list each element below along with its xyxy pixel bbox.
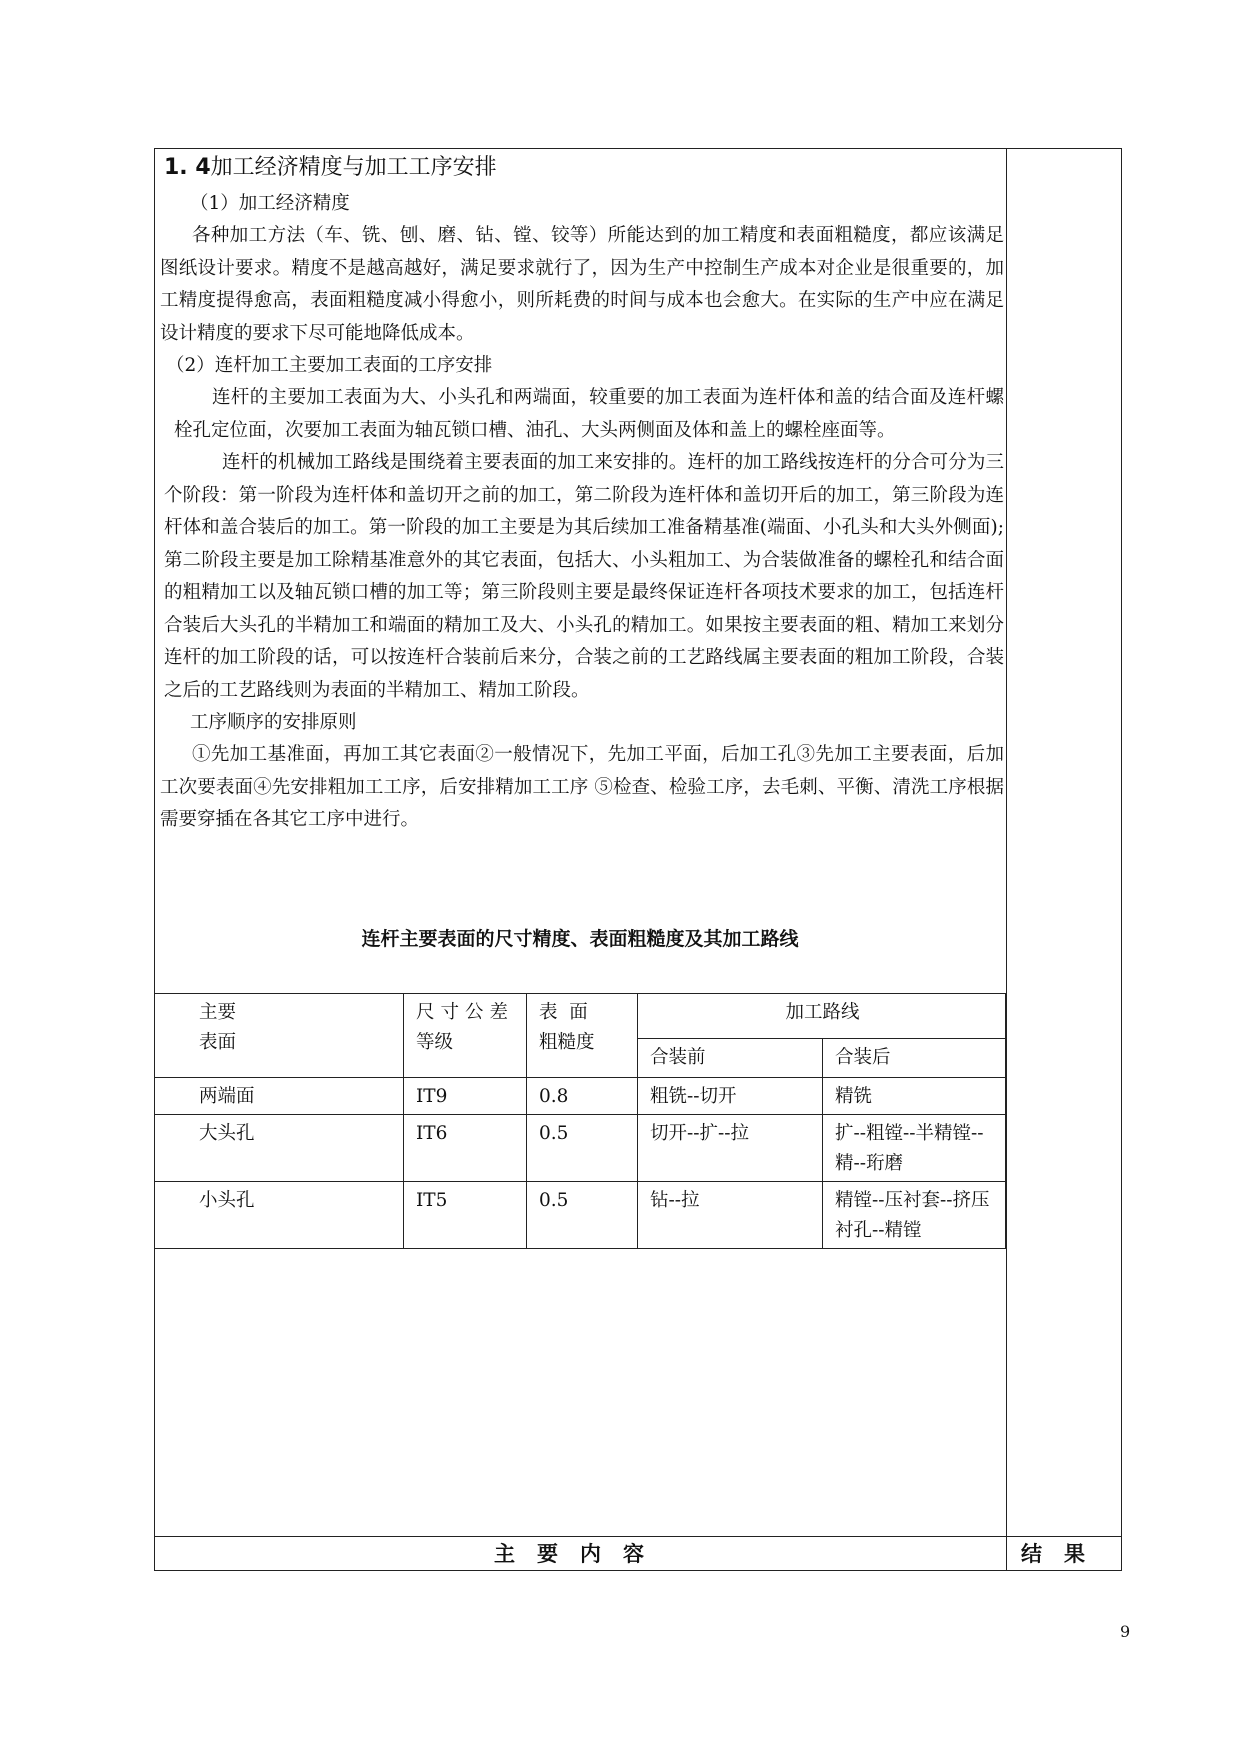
result-column-divider [1006, 148, 1007, 1571]
table-row [155, 1115, 1006, 1182]
header-route: 加工路线 [638, 994, 1006, 1039]
part2-heading: （2）连杆加工主要加工表面的工序安排 [166, 355, 493, 376]
table-row [155, 1182, 1006, 1249]
page-number: 9 [1120, 1622, 1131, 1641]
part1-paragraph: 各种加工方法（车、铣、刨、磨、钻、镗、铰等）所能达到的加工精度和表面粗糙度，都应该满足图纸设计要求。精度不是越高越好，满足要求就行了，因为生产中控制生产成本对企业是很重要的，加工精度提得愈高，表面粗糙度减小得愈小，则所耗费的时间与成本也会愈大。在实际的生产中应在满足设计精度的要求下尽可能地降低成本。 [160, 225, 1004, 344]
cell-grade: IT6 [404, 1115, 527, 1182]
cell-surface: 小头孔 [155, 1182, 404, 1249]
cell-surface: 两端面 [155, 1078, 404, 1115]
main-content [160, 150, 1004, 837]
cell-roughness: 0.5 [527, 1115, 638, 1182]
part2-paragraph-2: 连杆的机械加工路线是围绕着主要表面的加工来安排的。连杆的加工路线按连杆的分合可分为三个阶段：第一阶段为连杆体和盖切开之前的加工，第二阶段为连杆体和盖切开后的加工，第三阶段为连杆体和盖合装后的加工。第一阶段的加工主要是为其后续加工准备精基准(端面、小孔头和大头外侧面);第二阶段主要是加工除精基准意外的其它表面，包括大、小头粗加工、为合装做准备的螺栓孔和结合面的粗精加工以及轴瓦锁口槽的加工等；第三阶段则主要是最终保证连杆各项技术要求的加工，包括连杆合装后大头孔的半精加工和端面的精加工及大、小头孔的精加工。如果按主要表面的粗、精加工来划分连杆的加工阶段的话，可以按连杆合装前后来分，合装之前的工艺路线属主要表面的粗加工阶段，合装之后的工艺路线则为表面的半精加工、精加工阶段。 [164, 452, 1004, 701]
cell-after: 精铣 [823, 1078, 1006, 1115]
table-row [155, 1078, 1006, 1115]
table-caption: 连杆主要表面的尺寸精度、表面粗糙度及其加工路线 [361, 928, 799, 950]
cell-after: 精镗--压衬套--挤压衬孔--精镗 [823, 1182, 1006, 1249]
principles-paragraph: ①先加工基准面，再加工其它表面②一般情况下，先加工平面，后加工孔③先加工主要表面，后加工次要表面④先安排粗加工工序，后安排精加工工序 ⑤检查、检验工序，去毛刺、平衡、清洗工序根据需要穿插在各其它工序中进行。 [160, 744, 1004, 830]
footer-result-label: 结果 [1021, 1542, 1107, 1566]
section-number: 1. 4 [164, 155, 211, 180]
machining-routes-table [154, 993, 1006, 1249]
principles-heading: 工序顺序的安排原则 [190, 712, 357, 733]
cell-grade: IT9 [404, 1078, 527, 1115]
header-before-assembly: 合装前 [638, 1039, 823, 1078]
header-main-surface: 主要 表面 [155, 994, 404, 1078]
cell-roughness: 0.5 [527, 1182, 638, 1249]
cell-before: 粗铣--切开 [638, 1078, 823, 1115]
header-after-assembly: 合装后 [823, 1039, 1006, 1078]
cell-before: 切开--扩--拉 [638, 1115, 823, 1182]
cell-after: 扩--粗镗--半精镗--精--珩磨 [823, 1115, 1006, 1182]
section-title: 加工经济精度与加工工序安排 [210, 155, 497, 180]
part2-paragraph-1: 连杆的主要加工表面为大、小头孔和两端面，较重要的加工表面为连杆体和盖的结合面及连杆螺栓孔定位面，次要加工表面为轴瓦锁口槽、油孔、大头两侧面及体和盖上的螺栓座面等。 [174, 387, 1004, 441]
table-header-row [155, 994, 1006, 1039]
part1-heading: （1）加工经济精度 [190, 193, 350, 214]
cell-surface: 大头孔 [155, 1115, 404, 1182]
cell-grade: IT5 [404, 1182, 527, 1249]
cell-roughness: 0.8 [527, 1078, 638, 1115]
header-roughness: 表 面 粗糙度 [527, 994, 638, 1078]
cell-before: 钻--拉 [638, 1182, 823, 1249]
header-tolerance-grade: 尺寸公差 等级 [404, 994, 527, 1078]
footer-main-content-label: 主要内容 [494, 1542, 666, 1566]
section-heading [164, 150, 1004, 186]
